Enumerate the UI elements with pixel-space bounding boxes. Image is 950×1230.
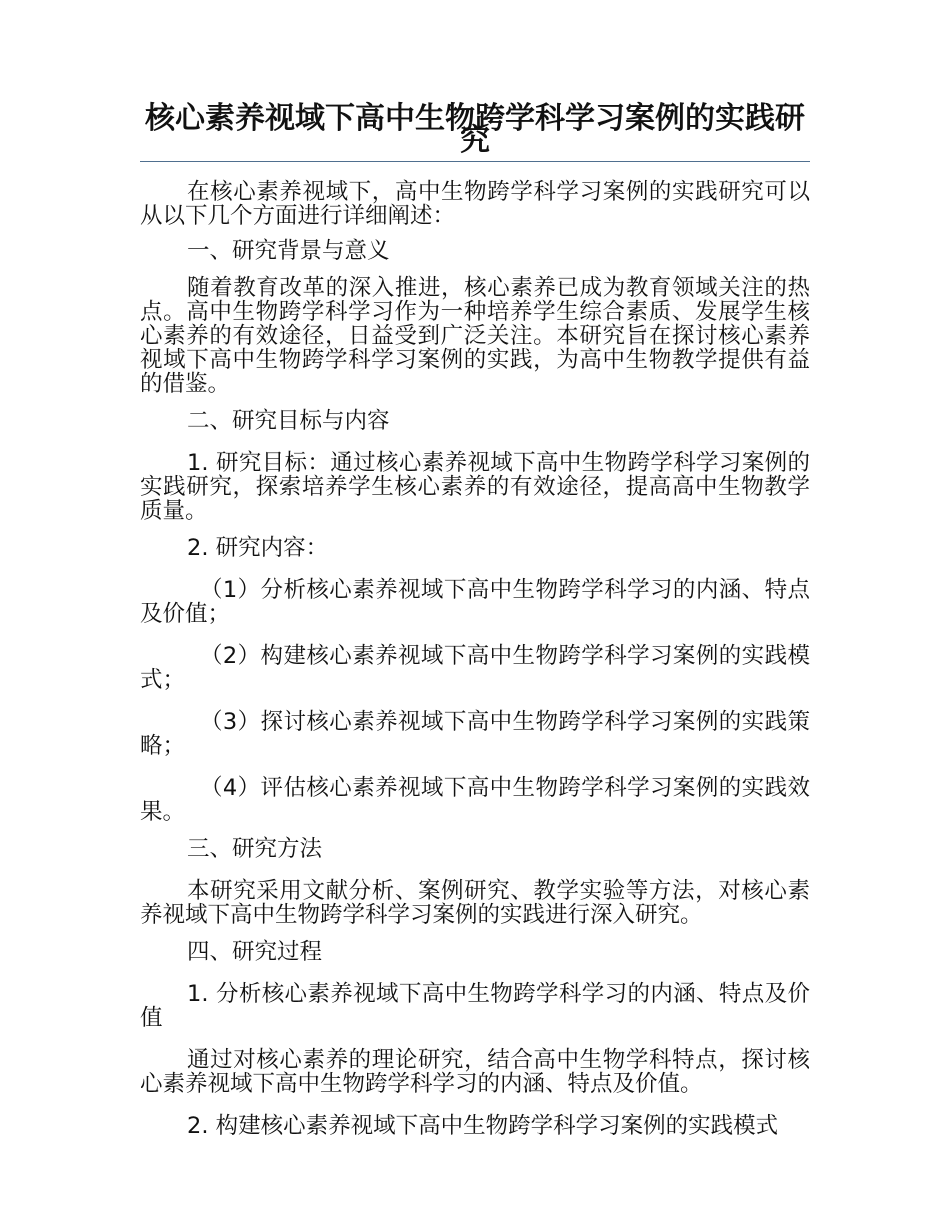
content-item-3: （3）探讨核心素养视域下高中生物跨学科学习案例的实践策略； (140, 709, 810, 759)
section-heading-methods: 三、研究方法 (187, 836, 323, 862)
process-step-1-heading: 1. 分析核心素养视域下高中生物跨学科学习的内涵、特点及价值 (140, 981, 810, 1031)
content-item-4: （4）评估核心素养视域下高中生物跨学科学习案例的实践效果。 (140, 775, 810, 825)
process-step-1-paragraph: 通过对核心素养的理论研究，结合高中生物学科特点，探讨核心素养视域下高中生物跨学科学习的内涵、特点及价值。 (140, 1047, 810, 1097)
methods-paragraph: 本研究采用文献分析、案例研究、教学实验等方法，对核心素养视域下高中生物跨学科学习案例的实践进行深入研究。 (140, 878, 810, 928)
content-item-2: （2）构建核心素养视域下高中生物跨学科学习案例的实践模式； (140, 643, 810, 693)
section-heading-process: 四、研究过程 (187, 939, 323, 965)
research-content-heading: 2. 研究内容： (187, 535, 329, 561)
process-step-2-heading: 2. 构建核心素养视域下高中生物跨学科学习案例的实践模式 (187, 1113, 779, 1139)
background-paragraph: 随着教育改革的深入推进，核心素养已成为教育领域关注的热点。高中生物跨学科学习作为一种培养学生综合素质、发展学生核心素养的有效途径，日益受到广泛关注。本研究旨在探讨核心素养视域下高中生物跨学科学习案例的实践，为高中生物教学提供有益的借鉴。 (140, 275, 810, 397)
document-body (140, 180, 810, 1138)
content-item-1: （1）分析核心素养视域下高中生物跨学科学习的内涵、特点及价值； (140, 577, 810, 627)
title-underline (140, 161, 810, 162)
intro-paragraph: 在核心素养视域下，高中生物跨学科学习案例的实践研究可以从以下几个方面进行详细阐述： (140, 179, 810, 229)
section-heading-goals: 二、研究目标与内容 (187, 408, 390, 434)
section-heading-background: 一、研究背景与意义 (187, 238, 390, 264)
research-goal-paragraph: 1. 研究目标：通过核心素养视域下高中生物跨学科学习案例的实践研究，探索培养学生核心素养的有效途径，提高高中生物教学质量。 (140, 450, 810, 524)
document-title: 核心素养视域下高中生物跨学科学习案例的实践研究 (145, 101, 805, 158)
